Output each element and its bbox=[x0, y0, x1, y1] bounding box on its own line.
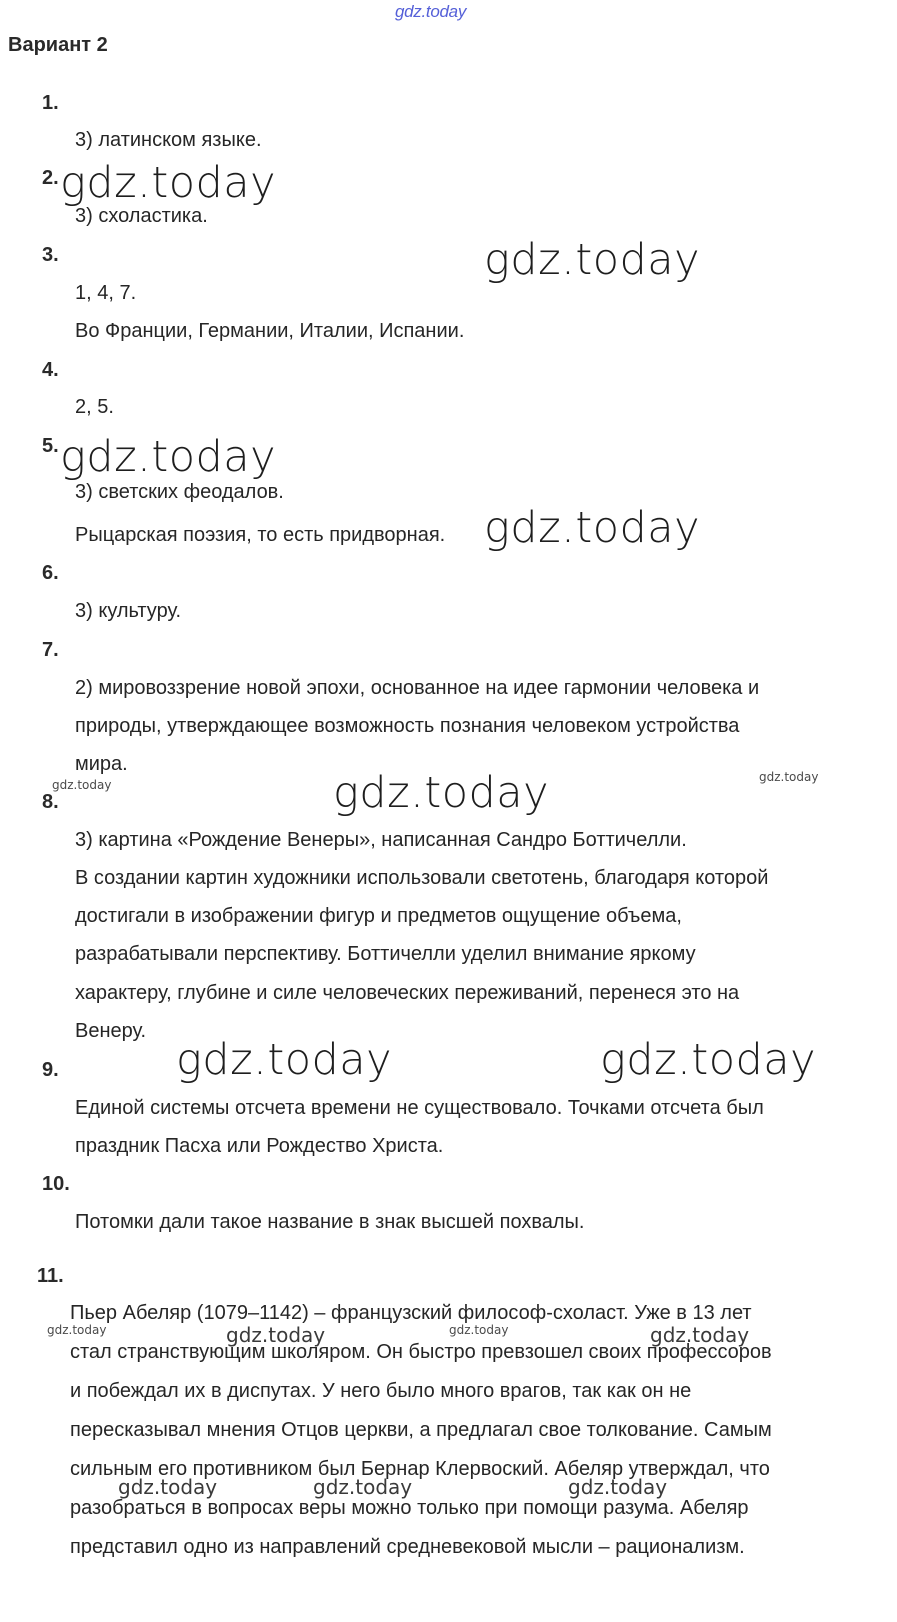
watermark: gdz.today bbox=[176, 1035, 393, 1085]
watermark: gdz.today bbox=[484, 503, 701, 553]
answer-line: 2) мировоззрение новой эпохи, основанное на идее гармонии человека и bbox=[75, 677, 760, 699]
question-number: 10. bbox=[42, 1173, 70, 1195]
watermark: gdz.today bbox=[449, 1323, 509, 1337]
watermark: gdz.today bbox=[568, 1475, 668, 1499]
watermark: gdz.today bbox=[60, 432, 277, 482]
question-number: 1. bbox=[42, 92, 59, 114]
answer-line: разрабатывали перспективу. Боттичелли уделил внимание яркому bbox=[75, 943, 696, 965]
question-number: 9. bbox=[42, 1059, 59, 1081]
question-number: 7. bbox=[42, 639, 59, 661]
answer-line: природы, утверждающее возможность познания человеком устройства bbox=[75, 715, 740, 737]
watermark: gdz.today bbox=[313, 1475, 413, 1499]
answer-line: 3) латинском языке. bbox=[75, 129, 262, 151]
answer-line: Потомки дали такое название в знак высшей похвалы. bbox=[75, 1211, 585, 1233]
watermark: gdz.today bbox=[650, 1323, 750, 1347]
answer-line: разобраться в вопросах веры можно только при помощи разума. Абеляр bbox=[70, 1497, 749, 1519]
watermark: gdz.today bbox=[226, 1323, 326, 1347]
watermark: gdz.today bbox=[600, 1035, 817, 1085]
answer-line: и побеждал их в диспутах. У него было много врагов, так как он не bbox=[70, 1380, 692, 1402]
watermark: gdz.today bbox=[333, 768, 550, 818]
watermark: gdz.today bbox=[52, 778, 112, 792]
answer-line: мира. bbox=[75, 753, 128, 775]
answer-line: стал странствующим школяром. Он быстро превзошел своих профессоров bbox=[70, 1341, 772, 1363]
answer-line: представил одно из направлений средневековой мысли – рационализм. bbox=[70, 1536, 745, 1558]
answer-line: 3) схоластика. bbox=[75, 205, 208, 227]
page-title: Вариант 2 bbox=[8, 34, 108, 56]
answer-line: сильным его противником был Бернар Клервоский. Абеляр утверждал, что bbox=[70, 1458, 770, 1480]
answer-line: Пьер Абеляр (1079–1142) – французский философ-схоласт. Уже в 13 лет bbox=[70, 1302, 752, 1324]
question-number: 6. bbox=[42, 562, 59, 584]
watermark: gdz.today bbox=[484, 235, 701, 285]
answer-line: Рыцарская поэзия, то есть придворная. bbox=[75, 524, 446, 546]
answer-line: Венеру. bbox=[75, 1020, 147, 1042]
answer-line: пересказывал мнения Отцов церкви, а предлагал свое толкование. Самым bbox=[70, 1419, 772, 1441]
answer-line: праздник Пасха или Рождество Христа. bbox=[75, 1135, 444, 1157]
answer-line: 2, 5. bbox=[75, 396, 114, 418]
answer-line: достигали в изображении фигур и предметов ощущение объема, bbox=[75, 905, 682, 927]
answer-line: 3) культуру. bbox=[75, 600, 182, 622]
answer-line: 3) светских феодалов. bbox=[75, 481, 284, 503]
answer-line: характеру, глубине и силе человеческих переживаний, перенеся это на bbox=[75, 982, 740, 1004]
answer-line: Во Франции, Германии, Италии, Испании. bbox=[75, 320, 465, 342]
answer-line: Единой системы отсчета времени не существовало. Точками отсчета был bbox=[75, 1097, 764, 1119]
answer-line: 3) картина «Рождение Венеры», написанная Сандро Боттичелли. bbox=[75, 829, 687, 851]
question-number: 3. bbox=[42, 244, 59, 266]
watermark: gdz.today bbox=[47, 1323, 107, 1337]
question-number: 8. bbox=[42, 791, 59, 813]
answer-line: 1, 4, 7. bbox=[75, 282, 137, 304]
watermark-top: gdz.today bbox=[395, 2, 467, 21]
question-number: 4. bbox=[42, 359, 59, 381]
answer-line: В создании картин художники использовали светотень, благодаря которой bbox=[75, 867, 769, 889]
watermark: gdz.today bbox=[60, 158, 277, 208]
watermark: gdz.today bbox=[118, 1475, 218, 1499]
question-number: 5. bbox=[42, 435, 59, 457]
watermark: gdz.today bbox=[759, 770, 819, 784]
question-number: 11. bbox=[37, 1265, 64, 1287]
question-number: 2. bbox=[42, 167, 59, 189]
